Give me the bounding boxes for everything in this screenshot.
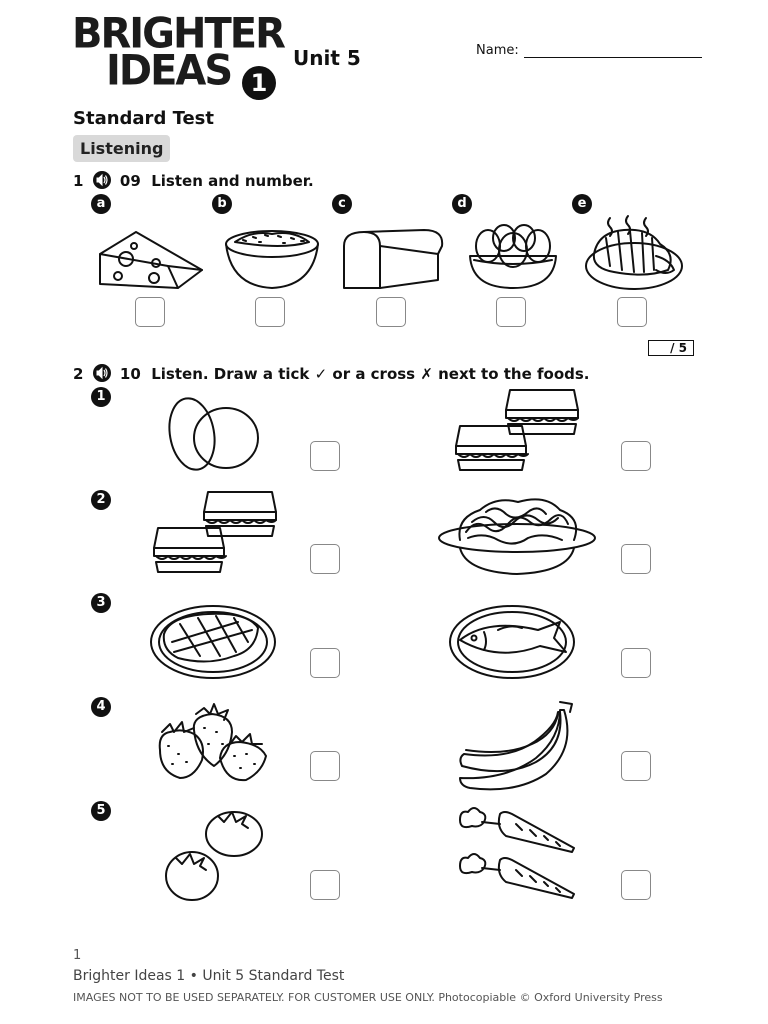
track-number: 09 — [119, 172, 141, 190]
exercise-instruction: Listen and number. — [151, 172, 314, 190]
audio-icon — [93, 364, 111, 382]
bananas-icon — [456, 698, 580, 798]
answer-box-d[interactable] — [496, 297, 526, 327]
answer-box-1-left[interactable] — [310, 441, 340, 471]
item-letter-a: a — [91, 194, 111, 214]
name-field[interactable] — [524, 57, 702, 58]
footer-title: Brighter Ideas 1 • Unit 5 Standard Test — [73, 968, 345, 984]
answer-box-3-right[interactable] — [621, 648, 651, 678]
eggs-bowl-icon — [468, 222, 558, 292]
item-letter-b: b — [212, 194, 232, 214]
exercise-number: 1 — [73, 172, 84, 190]
item-letter-d: d — [452, 194, 472, 214]
row-number-4: 4 — [91, 697, 111, 717]
copyright-notice: IMAGES NOT TO BE USED SEPARATELY. FOR CUSTOMER USE ONLY. Photocopiable © Oxford University Press — [73, 991, 663, 1004]
exercise-1-heading — [73, 171, 314, 190]
item-letter-e: e — [572, 194, 592, 214]
audio-icon — [93, 171, 111, 189]
track-number: 10 — [119, 365, 141, 383]
logo-line-2: IDEAS — [106, 46, 232, 96]
rice-bowl-icon — [223, 226, 321, 292]
row-number-3: 3 — [91, 593, 111, 613]
answer-box-2-left[interactable] — [310, 544, 340, 574]
score-box: / 5 — [648, 340, 694, 356]
answer-box-e[interactable] — [617, 297, 647, 327]
item-letter-c: c — [332, 194, 352, 214]
bread-icon — [340, 226, 446, 292]
answer-box-c[interactable] — [376, 297, 406, 327]
answer-box-b[interactable] — [255, 297, 285, 327]
roast-meat-icon — [584, 214, 684, 292]
page-title: Standard Test — [73, 108, 215, 129]
answer-box-2-right[interactable] — [621, 544, 651, 574]
eggs-icon — [164, 394, 264, 476]
name-label: Name: — [476, 43, 519, 58]
exercise-instruction: Listen. Draw a tick ✓ or a cross ✗ next to the foods. — [151, 365, 590, 383]
answer-box-1-right[interactable] — [621, 441, 651, 471]
logo-level-number: 1 — [242, 66, 276, 100]
steak-icon — [148, 602, 278, 682]
sandwiches-icon — [452, 388, 582, 476]
exercise-number: 2 — [73, 365, 84, 383]
row-number-1: 1 — [91, 387, 111, 407]
brighter-ideas-logo — [72, 9, 284, 97]
row-number-5: 5 — [91, 801, 111, 821]
carrots-icon — [456, 802, 578, 904]
answer-box-4-left[interactable] — [310, 751, 340, 781]
tomatoes-icon — [162, 804, 266, 904]
sandwiches-icon — [150, 490, 280, 578]
answer-box-3-left[interactable] — [310, 648, 340, 678]
answer-box-5-right[interactable] — [621, 870, 651, 900]
section-tag: Listening — [73, 135, 170, 162]
unit-title: Unit 5 — [293, 46, 361, 70]
exercise-2-heading — [73, 364, 590, 383]
page-number: 1 — [73, 948, 82, 963]
row-number-2: 2 — [91, 490, 111, 510]
answer-box-a[interactable] — [135, 297, 165, 327]
strawberries-icon — [154, 702, 274, 786]
spaghetti-icon — [436, 492, 598, 578]
answer-box-5-left[interactable] — [310, 870, 340, 900]
logo-line-1: BRIGHTER — [72, 9, 284, 59]
fish-icon — [448, 602, 580, 682]
answer-box-4-right[interactable] — [621, 751, 651, 781]
cheese-icon — [96, 226, 206, 292]
